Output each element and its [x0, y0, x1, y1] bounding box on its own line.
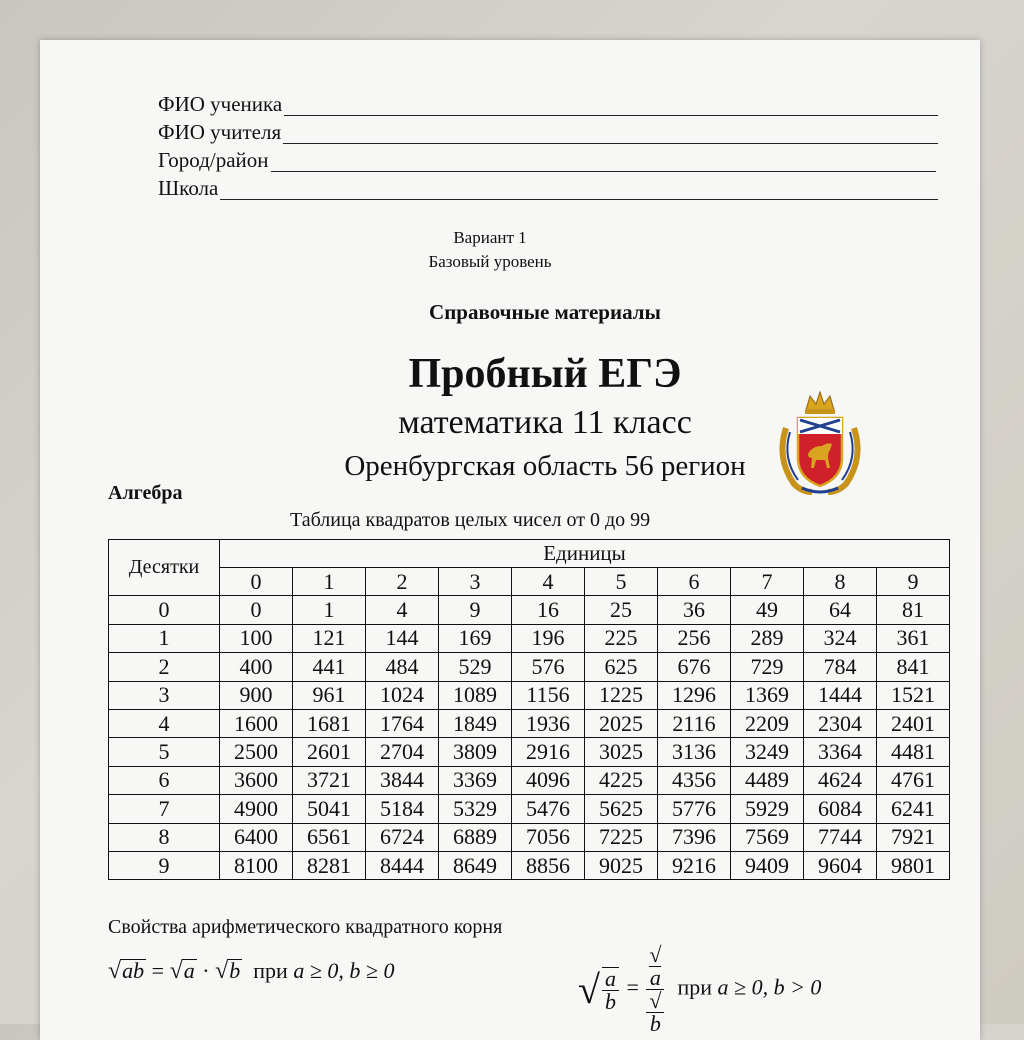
unit-digit-header: 4	[512, 568, 585, 596]
square-value-cell: 5329	[439, 795, 512, 823]
city-label: Город/район	[158, 148, 269, 172]
square-value-cell: 5184	[366, 795, 439, 823]
square-value-cell: 5776	[658, 795, 731, 823]
square-value-cell: 1225	[585, 681, 658, 709]
square-value-cell: 1936	[512, 709, 585, 737]
table-body	[109, 596, 950, 880]
square-value-cell: 2304	[804, 709, 877, 737]
square-value-cell: 8856	[512, 851, 585, 879]
square-value-cell: 5625	[585, 795, 658, 823]
square-value-cell: 2704	[366, 738, 439, 766]
square-value-cell: 3809	[439, 738, 512, 766]
tens-cell: 2	[109, 653, 220, 681]
square-value-cell: 9409	[731, 851, 804, 879]
table-row	[109, 795, 950, 823]
square-value-cell: 196	[512, 624, 585, 652]
square-value-cell: 4	[366, 596, 439, 624]
square-value-cell: 8444	[366, 851, 439, 879]
reference-heading: Справочные материалы	[429, 300, 661, 324]
coat-of-arms-icon	[772, 388, 868, 498]
tens-cell: 8	[109, 823, 220, 851]
square-value-cell: 1600	[220, 709, 293, 737]
square-value-cell: 81	[877, 596, 950, 624]
square-value-cell: 64	[804, 596, 877, 624]
square-value-cell: 361	[877, 624, 950, 652]
square-value-cell: 6561	[293, 823, 366, 851]
level-text: Базовый уровень	[428, 252, 552, 271]
tens-cell: 7	[109, 795, 220, 823]
square-value-cell: 8649	[439, 851, 512, 879]
unit-digit-header: 6	[658, 568, 731, 596]
square-value-cell: 2025	[585, 709, 658, 737]
square-value-cell: 7569	[731, 823, 804, 851]
square-value-cell: 7056	[512, 823, 585, 851]
square-value-cell: 121	[293, 624, 366, 652]
square-value-cell: 9216	[658, 851, 731, 879]
square-value-cell: 9801	[877, 851, 950, 879]
unit-digit-header: 9	[877, 568, 950, 596]
teacher-name-label: ФИО учителя	[158, 120, 282, 144]
formula-product-cond-word: при	[253, 958, 288, 983]
student-name-field[interactable]	[158, 92, 938, 116]
tens-cell: 5	[109, 738, 220, 766]
square-value-cell: 484	[366, 653, 439, 681]
school-line[interactable]	[220, 181, 938, 200]
formula-product-root: √ab = √a · √b при a ≥ 0, b ≥ 0	[108, 958, 395, 984]
formula-quotient-cond-word: при	[677, 974, 712, 1000]
table-row	[109, 624, 950, 652]
square-value-cell: 1521	[877, 681, 950, 709]
square-value-cell: 3369	[439, 766, 512, 794]
unit-digits-row	[109, 568, 950, 596]
table-row	[109, 851, 950, 879]
unit-digit-header: 8	[804, 568, 877, 596]
square-value-cell: 324	[804, 624, 877, 652]
square-value-cell: 7744	[804, 823, 877, 851]
square-value-cell: 289	[731, 624, 804, 652]
square-value-cell: 8281	[293, 851, 366, 879]
square-value-cell: 4481	[877, 738, 950, 766]
square-value-cell: 0	[220, 596, 293, 624]
city-field[interactable]	[158, 148, 936, 172]
unit-digit-header: 5	[585, 568, 658, 596]
region-title: Оренбургская область 56 регион	[344, 450, 746, 482]
tens-cell: 1	[109, 624, 220, 652]
square-value-cell: 900	[220, 681, 293, 709]
teacher-name-line[interactable]	[283, 125, 938, 144]
square-value-cell: 4096	[512, 766, 585, 794]
square-value-cell: 5929	[731, 795, 804, 823]
square-value-cell: 1	[293, 596, 366, 624]
square-value-cell: 6241	[877, 795, 950, 823]
formula-quotient-condition: a ≥ 0, b > 0	[717, 974, 822, 1000]
square-value-cell: 1849	[439, 709, 512, 737]
formula-quotient-root: √ $\frac{a}{b}$ = √ a √ b при a ≥ 0, b > 0	[578, 942, 822, 1036]
city-line[interactable]	[271, 153, 936, 172]
square-value-cell: 8100	[220, 851, 293, 879]
formula-product-condition: a ≥ 0, b ≥ 0	[293, 958, 395, 983]
table-row	[109, 596, 950, 624]
square-value-cell: 5476	[512, 795, 585, 823]
square-value-cell: 576	[512, 653, 585, 681]
square-value-cell: 144	[366, 624, 439, 652]
square-value-cell: 1764	[366, 709, 439, 737]
square-value-cell: 784	[804, 653, 877, 681]
algebra-heading: Алгебра	[108, 482, 183, 504]
square-value-cell: 9	[439, 596, 512, 624]
square-value-cell: 2601	[293, 738, 366, 766]
square-value-cell: 3721	[293, 766, 366, 794]
square-value-cell: 1681	[293, 709, 366, 737]
units-header: Единицы	[220, 540, 950, 568]
square-value-cell: 4356	[658, 766, 731, 794]
square-value-cell: 2116	[658, 709, 731, 737]
tens-cell: 9	[109, 851, 220, 879]
table-row	[109, 766, 950, 794]
square-value-cell: 6724	[366, 823, 439, 851]
table-row	[109, 823, 950, 851]
square-value-cell: 4900	[220, 795, 293, 823]
squares-table	[108, 539, 950, 880]
square-value-cell: 1024	[366, 681, 439, 709]
tens-cell: 4	[109, 709, 220, 737]
square-value-cell: 9604	[804, 851, 877, 879]
square-value-cell: 6400	[220, 823, 293, 851]
variant-text: Вариант 1	[453, 228, 527, 247]
square-value-cell: 1444	[804, 681, 877, 709]
square-value-cell: 625	[585, 653, 658, 681]
properties-title: Свойства арифметического квадратного корня	[108, 916, 503, 938]
unit-digit-header: 2	[366, 568, 439, 596]
square-value-cell: 5041	[293, 795, 366, 823]
square-value-cell: 4225	[585, 766, 658, 794]
tens-header: Десятки	[109, 540, 220, 596]
square-value-cell: 1369	[731, 681, 804, 709]
square-value-cell: 529	[439, 653, 512, 681]
square-value-cell: 2916	[512, 738, 585, 766]
page-subtitle: математика 11 класс	[398, 404, 692, 441]
square-value-cell: 3249	[731, 738, 804, 766]
school-field[interactable]	[158, 176, 938, 200]
unit-digit-header: 0	[220, 568, 293, 596]
tens-cell: 6	[109, 766, 220, 794]
square-value-cell: 2209	[731, 709, 804, 737]
square-value-cell: 1296	[658, 681, 731, 709]
square-value-cell: 7225	[585, 823, 658, 851]
square-value-cell: 2500	[220, 738, 293, 766]
square-value-cell: 3136	[658, 738, 731, 766]
square-value-cell: 7396	[658, 823, 731, 851]
table-row	[109, 681, 950, 709]
square-value-cell: 25	[585, 596, 658, 624]
table-row	[109, 653, 950, 681]
square-value-cell: 169	[439, 624, 512, 652]
square-value-cell: 676	[658, 653, 731, 681]
square-value-cell: 256	[658, 624, 731, 652]
teacher-name-field[interactable]	[158, 120, 938, 144]
square-value-cell: 3364	[804, 738, 877, 766]
page-title: Пробный ЕГЭ	[408, 351, 682, 397]
square-value-cell: 36	[658, 596, 731, 624]
square-value-cell: 4761	[877, 766, 950, 794]
square-value-cell: 1156	[512, 681, 585, 709]
square-value-cell: 1089	[439, 681, 512, 709]
unit-digit-header: 1	[293, 568, 366, 596]
square-value-cell: 100	[220, 624, 293, 652]
square-value-cell: 729	[731, 653, 804, 681]
student-name-line[interactable]	[284, 97, 938, 116]
square-value-cell: 6889	[439, 823, 512, 851]
unit-digit-header: 7	[731, 568, 804, 596]
square-value-cell: 841	[877, 653, 950, 681]
square-value-cell: 400	[220, 653, 293, 681]
student-name-label: ФИО ученика	[158, 92, 283, 116]
square-value-cell: 16	[512, 596, 585, 624]
square-value-cell: 441	[293, 653, 366, 681]
square-value-cell: 961	[293, 681, 366, 709]
square-value-cell: 9025	[585, 851, 658, 879]
square-value-cell: 6084	[804, 795, 877, 823]
school-label: Школа	[158, 176, 219, 200]
square-value-cell: 7921	[877, 823, 950, 851]
square-value-cell: 4489	[731, 766, 804, 794]
square-value-cell: 49	[731, 596, 804, 624]
square-value-cell: 225	[585, 624, 658, 652]
square-value-cell: 4624	[804, 766, 877, 794]
unit-digit-header: 3	[439, 568, 512, 596]
tens-cell: 3	[109, 681, 220, 709]
square-value-cell: 3600	[220, 766, 293, 794]
table-row	[109, 709, 950, 737]
table-caption: Таблица квадратов целых чисел от 0 до 99	[290, 509, 651, 531]
tens-cell: 0	[109, 596, 220, 624]
square-value-cell: 3025	[585, 738, 658, 766]
table-row	[109, 738, 950, 766]
square-value-cell: 3844	[366, 766, 439, 794]
square-value-cell: 2401	[877, 709, 950, 737]
